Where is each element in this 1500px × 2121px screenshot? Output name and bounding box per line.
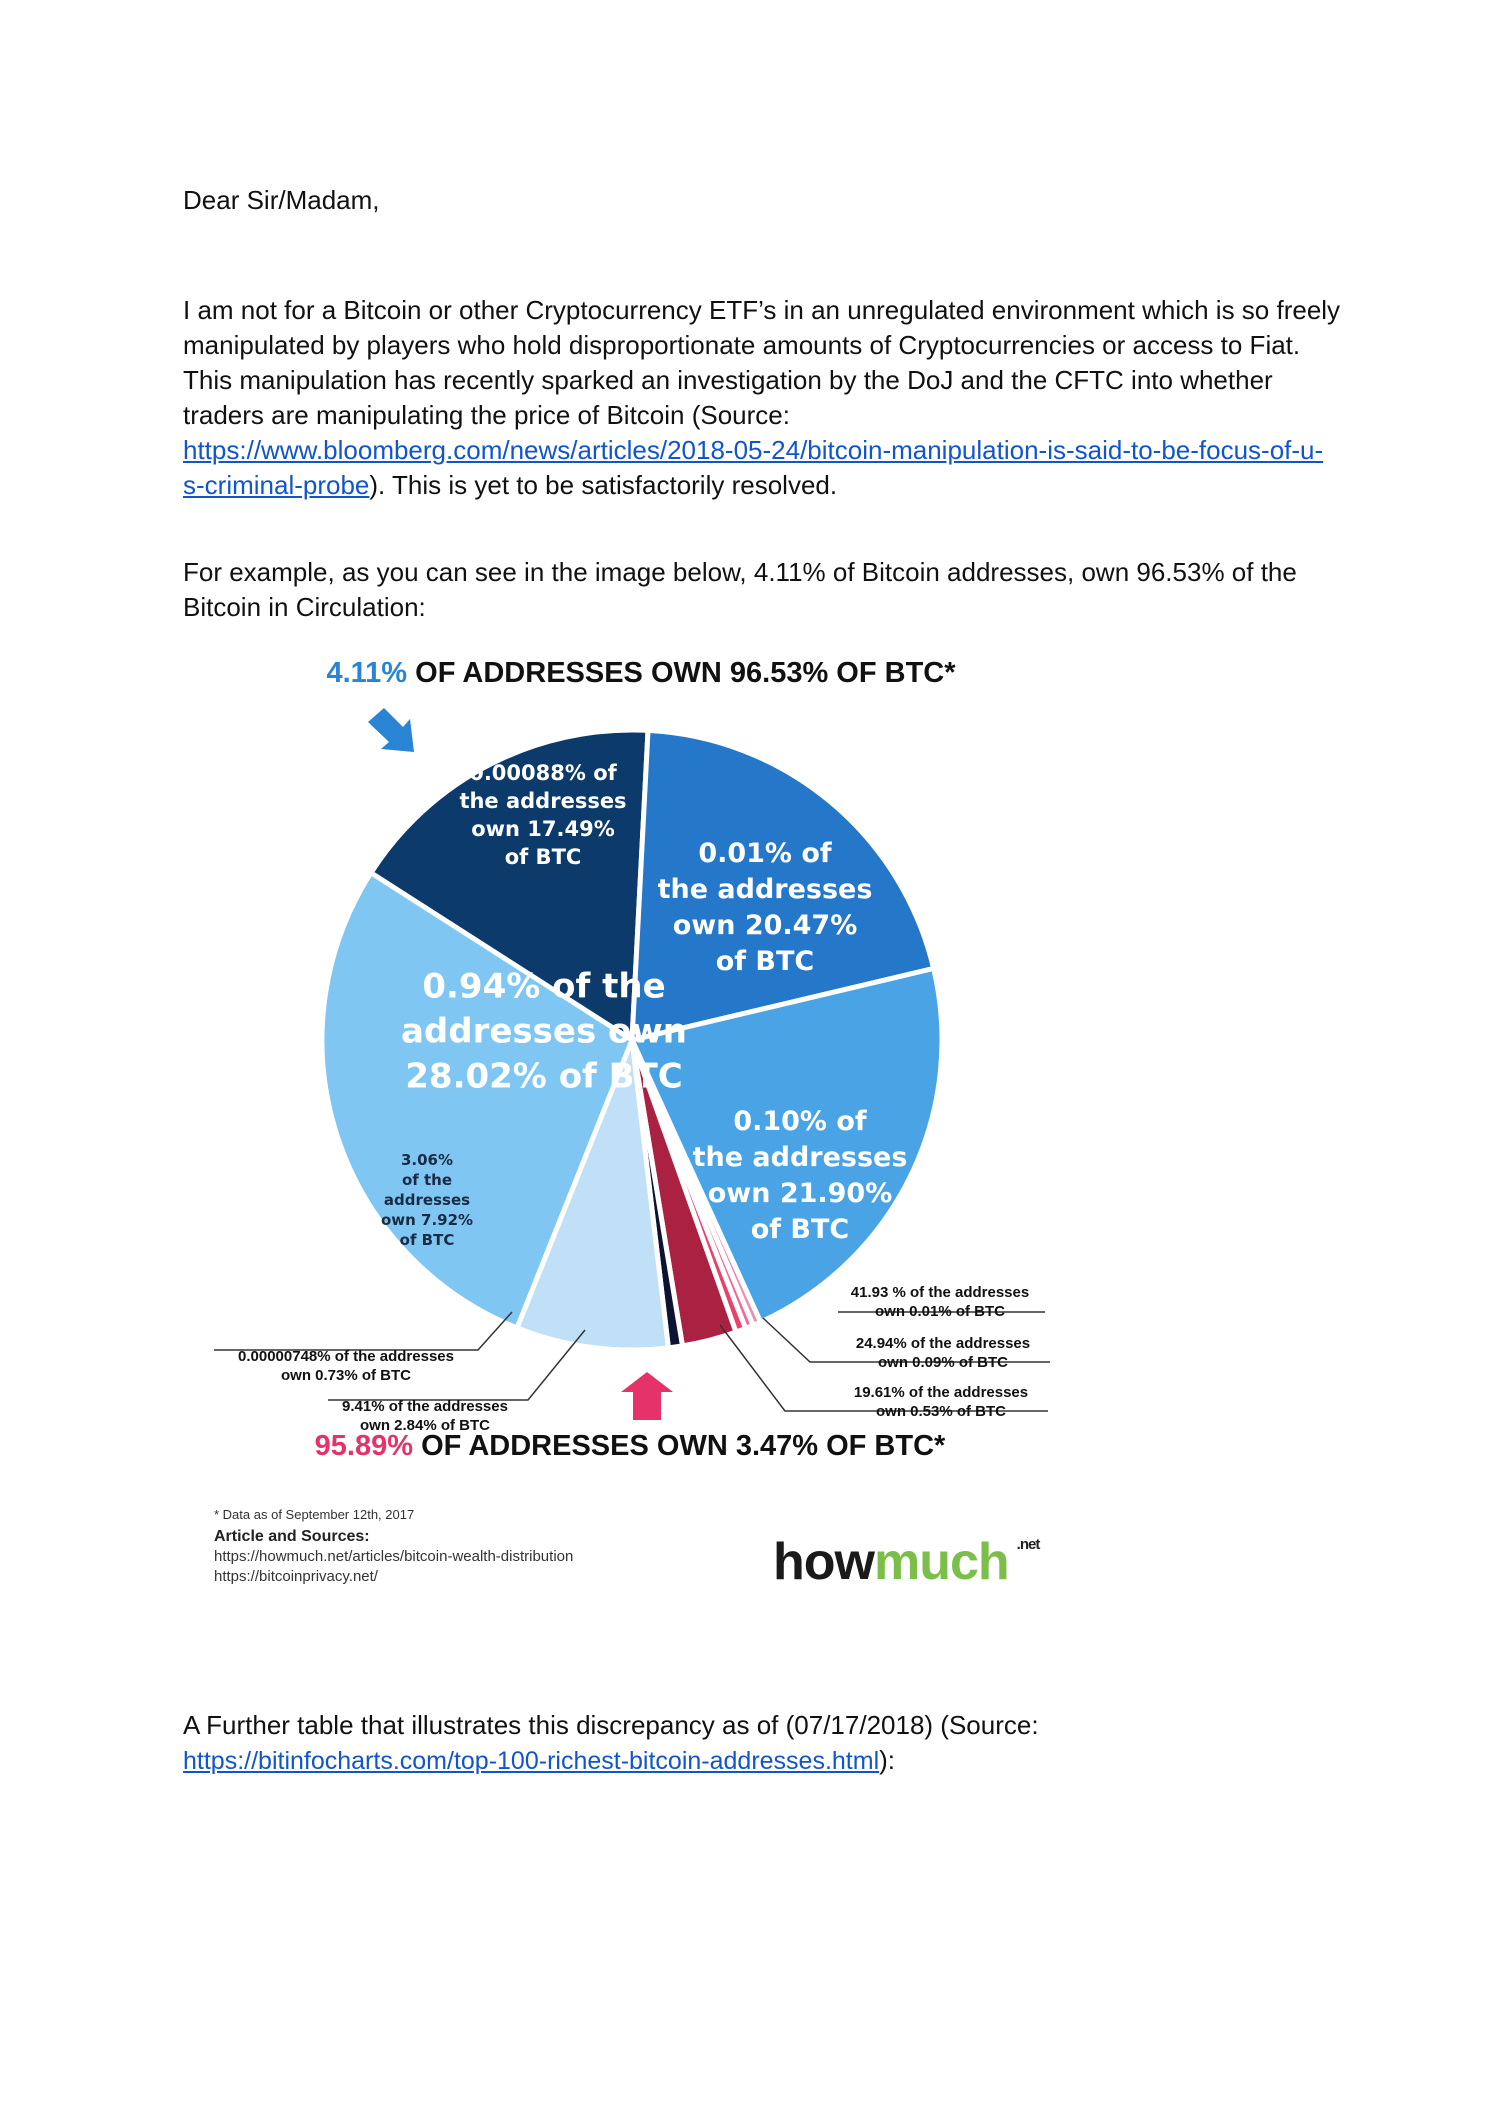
bitinfocharts-link[interactable]: https://bitinfocharts.com/top-100-richest-bitcoin-addresses.html <box>183 1747 880 1775</box>
paragraph-1-end: ). This is yet to be satisfactorily resolved. <box>369 470 838 500</box>
paragraph-3-end: ): <box>879 1745 896 1775</box>
title-rest: OF ADDRESSES OWN 96.53% OF BTC* <box>407 657 956 689</box>
paragraph-3 <box>183 1708 1343 1779</box>
callout-2-84: 9.41% of the addresses own 2.84% of BTC <box>342 1398 508 1434</box>
sources-heading: Article and Sources: <box>214 1528 370 1545</box>
up-arrow-icon <box>621 1372 673 1420</box>
bottom-title <box>315 1430 946 1463</box>
logo-part1: how <box>773 1533 874 1591</box>
paragraph-1-text: I am not for a Bitcoin or other Cryptocurrency ETF’s in an unregulated environment which is so freely manipulated by players who hold disproportionate amounts of Cryptocurrencies or access to Fiat. This manipulation has recently sparked an investigation by the DoJ and the CFTC into whether traders are manipulating the price of Bitcoin (Source: <box>183 295 1341 430</box>
logo-suffix: .net <box>1016 1536 1040 1553</box>
slice-label-21-90: 0.10% of the addresses own 21.90% of BTC <box>692 1106 908 1245</box>
greeting: Dear Sir/Madam, <box>183 185 380 215</box>
title-highlight: 4.11% <box>326 657 408 689</box>
bottom-title-rest: OF ADDRESSES OWN 3.47% OF BTC* <box>413 1430 946 1462</box>
source-url-1: https://howmuch.net/articles/bitcoin-wealth-distribution <box>214 1548 574 1565</box>
paragraph-3-text: A Further table that illustrates this discrepancy as of (07/17/2018) (Source: <box>183 1710 1039 1740</box>
slice-label-28-02: 0.94% of the addresses own 28.02% of BTC <box>400 966 688 1097</box>
slice-label-17-49: 0.00088% of the addresses own 17.49% of BTC <box>459 761 627 869</box>
down-arrow-icon <box>368 708 414 752</box>
callout-0-01: 41.93 % of the addresses own 0.01% of BTC <box>850 1284 1030 1320</box>
slice-label-7-92: 3.06% of the addresses own 7.92% of BTC <box>380 1151 474 1249</box>
paragraph-2: For example, as you can see in the image below, 4.11% of Bitcoin addresses, own 96.53% of the Bitcoin in Circulation: <box>183 557 1297 622</box>
callout-0-09: 24.94% of the addresses own 0.09% of BTC <box>855 1335 1031 1371</box>
callout-0-53: 19.61% of the addresses own 0.53% of BTC <box>853 1384 1029 1420</box>
bottom-title-highlight: 95.89% <box>314 1430 414 1462</box>
slice-label-20-47: 0.01% of the addresses own 20.47% of BTC <box>657 838 873 977</box>
source-url-2: https://bitcoinprivacy.net/ <box>214 1568 378 1585</box>
callout-0-73: 0.00000748% of the addresses own 0.73% of BTC <box>238 1348 454 1384</box>
footnote: * Data as of September 12th, 2017 <box>214 1507 415 1522</box>
howmuch-logo <box>773 1532 1039 1592</box>
bloomberg-link[interactable]: https://www.bloomberg.com/news/articles/2018-05-24/bitcoin-manipulation-is-said-to-be-focus-of-u-s-criminal-probe <box>183 435 1324 500</box>
logo-part2: much <box>873 1533 1009 1591</box>
